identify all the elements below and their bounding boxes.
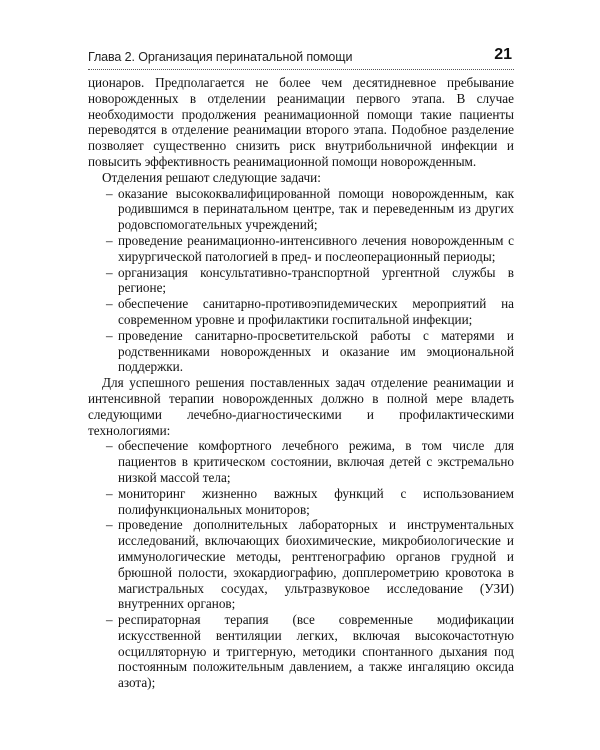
running-head: Глава 2. Организация перинатальной помощи (88, 50, 353, 64)
list-item-text: мониторинг жизненно важных функций с использованием полифункциональных мониторов; (118, 485, 514, 517)
page-body (88, 75, 514, 691)
paragraph-tasks-intro: Отделения решают следующие задачи: (102, 169, 321, 185)
page-header (88, 45, 514, 70)
dash-bullet: – (106, 327, 113, 343)
dash-bullet: – (106, 612, 113, 628)
list-item-text: проведение реанимационно-интенсивного лечения новорожденным с хирургической патологией в пред- и послеоперационный периоды; (118, 232, 514, 264)
list-item (106, 296, 514, 328)
dash-bullet: – (106, 264, 113, 280)
list-item (106, 485, 514, 518)
paragraph-technologies-intro: Для успешного решения поставленных задач отделение реанимации и интенсивной терапии новорожденных должно в полной мере владеть следующими лечебно-диагностическими и профилактическими технологиями: (88, 375, 514, 438)
list-item-text: оказание высококвалифицированной помощи новорожденным, как родившимся в перинатальном центре, так и переведенным из других родовспомогательных учреждений; (118, 185, 514, 233)
list-item-text: респираторная терапия (все современные модификации искусственной вентиляции легких, включая высокочастотную осцилляторную и триггерную, методики спонтанного дыхания под постоянным положительным давлением, а также ингаляцию оксида азота); (118, 612, 514, 691)
list-item-text: проведение санитарно-просветительской работы с матерями и родственниками новорожденных и оказание им эмоциональной поддержки. (118, 327, 514, 375)
list-item (106, 185, 514, 233)
dash-bullet: – (106, 232, 113, 248)
list-item (106, 327, 514, 375)
list-item (106, 264, 514, 297)
list-item-text: обеспечение комфортного лечебного режима, в том числе для пациентов в критическом состоянии, включая детей с экстремально низкой массой тела; (118, 438, 514, 485)
technologies-list (88, 438, 514, 691)
list-item (106, 517, 514, 612)
tasks-list (88, 186, 514, 376)
dash-bullet: – (106, 296, 113, 312)
list-item-text: организация консультативно-транспортной ургентной службы в регионе; (118, 264, 514, 296)
paragraph-continuation: ционаров. Предполагается не более чем десятидневное пребывание новорожденных в отделении реанимации первого этапа. В случае необходимости продолжения реанимационной помощи такие пациенты переводятся в отделение реанимации второго этапа. Подобное разделение позволяет существенно снизить риск внутрибольничной инфекции и повысить эффективность реанимационной помощи новорожденным. (88, 75, 514, 169)
list-item (106, 612, 514, 691)
dash-bullet: – (106, 438, 113, 454)
dash-bullet: – (106, 517, 113, 533)
list-item-text: проведение дополнительных лабораторных и инструментальных исследований, включающих биохимические, микробиологические и иммунологические методы, рентгенографию органов грудной и брюшной полости, эхокардиографию, допплерометрию кровотока в магистральных сосудах, ультразвуковое исследование (УЗИ) внутренних органов; (118, 517, 514, 612)
dash-bullet: – (106, 485, 113, 501)
list-item-text: обеспечение санитарно-противоэпидемических мероприятий на современном уровне и профилактики госпитальной инфекции; (118, 296, 514, 327)
dash-bullet: – (106, 185, 113, 201)
page-number: 21 (494, 46, 512, 63)
list-item (106, 438, 514, 485)
list-item (106, 232, 514, 265)
